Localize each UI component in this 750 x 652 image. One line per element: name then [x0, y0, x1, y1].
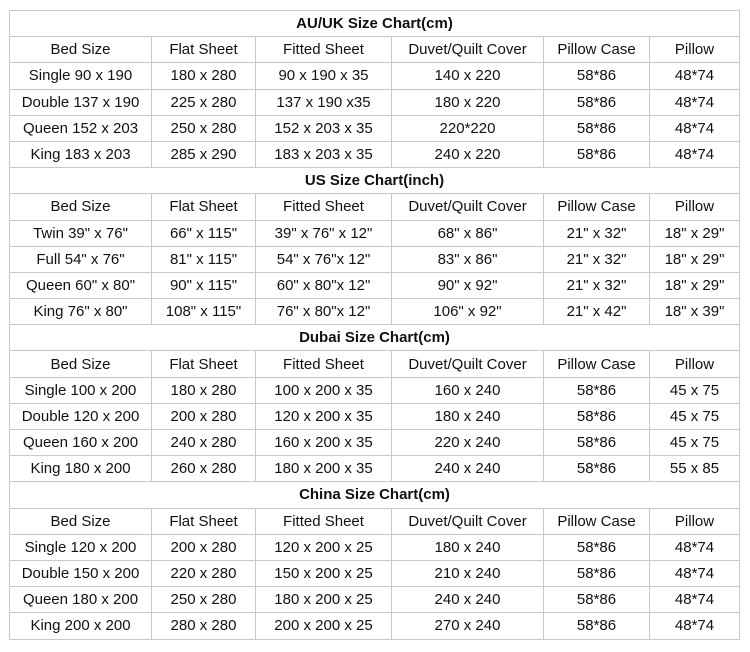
table-cell: 55 x 85	[650, 456, 740, 482]
header-row	[10, 37, 740, 63]
column-header: Bed Size	[10, 351, 152, 377]
table-cell: Single 120 x 200	[10, 534, 152, 560]
table-cell: 21" x 32"	[544, 272, 650, 298]
table-cell: 58*86	[544, 430, 650, 456]
table-cell: 58*86	[544, 587, 650, 613]
table-row	[10, 299, 740, 325]
table-cell: 21" x 42"	[544, 299, 650, 325]
table-cell: 108" x 115"	[152, 299, 256, 325]
table-cell: 48*74	[650, 89, 740, 115]
table-cell: 90" x 115"	[152, 272, 256, 298]
table-cell: 285 x 290	[152, 141, 256, 167]
section-title-row	[10, 168, 740, 194]
table-cell: 58*86	[544, 403, 650, 429]
table-cell: 81" x 115"	[152, 246, 256, 272]
table-row	[10, 63, 740, 89]
table-row	[10, 115, 740, 141]
table-cell: 240 x 240	[392, 456, 544, 482]
table-cell: 250 x 280	[152, 587, 256, 613]
table-cell: 68" x 86"	[392, 220, 544, 246]
table-cell: 90 x 190 x 35	[256, 63, 392, 89]
table-cell: 160 x 200 x 35	[256, 430, 392, 456]
table-cell: 180 x 280	[152, 377, 256, 403]
section-title: AU/UK Size Chart(cm)	[10, 11, 740, 37]
table-cell: 140 x 220	[392, 63, 544, 89]
table-cell: 83" x 86"	[392, 246, 544, 272]
table-cell: 183 x 203 x 35	[256, 141, 392, 167]
column-header: Flat Sheet	[152, 194, 256, 220]
section-title: US Size Chart(inch)	[10, 168, 740, 194]
size-chart-table	[9, 10, 740, 640]
table-cell: 58*86	[544, 456, 650, 482]
table-cell: Queen 180 x 200	[10, 587, 152, 613]
table-cell: 90" x 92"	[392, 272, 544, 298]
column-header: Flat Sheet	[152, 37, 256, 63]
column-header: Bed Size	[10, 37, 152, 63]
table-cell: 58*86	[544, 534, 650, 560]
table-cell: Queen 60" x 80"	[10, 272, 152, 298]
column-header: Fitted Sheet	[256, 37, 392, 63]
table-cell: 220 x 280	[152, 560, 256, 586]
column-header: Fitted Sheet	[256, 508, 392, 534]
table-row	[10, 430, 740, 456]
table-cell: 225 x 280	[152, 89, 256, 115]
table-cell: 100 x 200 x 35	[256, 377, 392, 403]
table-cell: Queen 160 x 200	[10, 430, 152, 456]
table-cell: 200 x 280	[152, 403, 256, 429]
table-cell: 210 x 240	[392, 560, 544, 586]
table-cell: 137 x 190 x35	[256, 89, 392, 115]
table-row	[10, 403, 740, 429]
header-row	[10, 351, 740, 377]
table-row	[10, 587, 740, 613]
table-cell: 76" x 80"x 12"	[256, 299, 392, 325]
table-cell: 48*74	[650, 560, 740, 586]
table-cell: King 76" x 80"	[10, 299, 152, 325]
table-cell: Single 90 x 190	[10, 63, 152, 89]
table-cell: King 180 x 200	[10, 456, 152, 482]
column-header: Bed Size	[10, 194, 152, 220]
header-row	[10, 194, 740, 220]
column-header: Duvet/Quilt Cover	[392, 37, 544, 63]
table-cell: Full 54" x 76"	[10, 246, 152, 272]
table-cell: 48*74	[650, 534, 740, 560]
table-cell: 240 x 220	[392, 141, 544, 167]
table-cell: 58*86	[544, 377, 650, 403]
table-cell: 260 x 280	[152, 456, 256, 482]
column-header: Pillow	[650, 37, 740, 63]
table-row	[10, 246, 740, 272]
table-cell: 180 x 200 x 35	[256, 456, 392, 482]
table-cell: Double 120 x 200	[10, 403, 152, 429]
table-row	[10, 534, 740, 560]
table-cell: 58*86	[544, 613, 650, 639]
table-cell: 54" x 76"x 12"	[256, 246, 392, 272]
table-cell: 280 x 280	[152, 613, 256, 639]
table-cell: 180 x 200 x 25	[256, 587, 392, 613]
column-header: Fitted Sheet	[256, 351, 392, 377]
table-cell: Double 137 x 190	[10, 89, 152, 115]
size-chart-body	[10, 11, 740, 640]
table-cell: 58*86	[544, 560, 650, 586]
table-cell: Queen 152 x 203	[10, 115, 152, 141]
column-header: Pillow	[650, 194, 740, 220]
table-cell: 180 x 280	[152, 63, 256, 89]
table-cell: 45 x 75	[650, 403, 740, 429]
column-header: Duvet/Quilt Cover	[392, 508, 544, 534]
table-cell: 45 x 75	[650, 377, 740, 403]
table-row	[10, 613, 740, 639]
column-header: Bed Size	[10, 508, 152, 534]
table-cell: 48*74	[650, 587, 740, 613]
section-title: Dubai Size Chart(cm)	[10, 325, 740, 351]
table-cell: 200 x 200 x 25	[256, 613, 392, 639]
table-cell: 45 x 75	[650, 430, 740, 456]
table-cell: 18" x 39"	[650, 299, 740, 325]
table-cell: 60" x 80"x 12"	[256, 272, 392, 298]
table-cell: 21" x 32"	[544, 220, 650, 246]
table-cell: 21" x 32"	[544, 246, 650, 272]
table-cell: 18" x 29"	[650, 272, 740, 298]
column-header: Pillow	[650, 351, 740, 377]
table-row	[10, 560, 740, 586]
column-header: Pillow	[650, 508, 740, 534]
table-cell: 39" x 76" x 12"	[256, 220, 392, 246]
table-cell: King 200 x 200	[10, 613, 152, 639]
table-row	[10, 377, 740, 403]
table-cell: 18" x 29"	[650, 246, 740, 272]
table-cell: 48*74	[650, 63, 740, 89]
section-title: China Size Chart(cm)	[10, 482, 740, 508]
table-cell: 250 x 280	[152, 115, 256, 141]
table-cell: Twin 39" x 76"	[10, 220, 152, 246]
table-cell: 58*86	[544, 115, 650, 141]
table-row	[10, 456, 740, 482]
section-title-row	[10, 482, 740, 508]
table-row	[10, 272, 740, 298]
table-row	[10, 141, 740, 167]
table-cell: 180 x 240	[392, 403, 544, 429]
table-cell: 240 x 280	[152, 430, 256, 456]
section-title-row	[10, 325, 740, 351]
table-cell: 150 x 200 x 25	[256, 560, 392, 586]
column-header: Pillow Case	[544, 37, 650, 63]
table-cell: 180 x 240	[392, 534, 544, 560]
table-cell: 120 x 200 x 25	[256, 534, 392, 560]
table-cell: 200 x 280	[152, 534, 256, 560]
section-title-row	[10, 11, 740, 37]
table-cell: 220*220	[392, 115, 544, 141]
table-cell: 220 x 240	[392, 430, 544, 456]
table-cell: 66" x 115"	[152, 220, 256, 246]
table-cell: 58*86	[544, 141, 650, 167]
column-header: Pillow Case	[544, 194, 650, 220]
table-cell: 48*74	[650, 141, 740, 167]
table-cell: 48*74	[650, 115, 740, 141]
header-row	[10, 508, 740, 534]
column-header: Fitted Sheet	[256, 194, 392, 220]
table-cell: 120 x 200 x 35	[256, 403, 392, 429]
table-cell: 58*86	[544, 63, 650, 89]
table-cell: 18" x 29"	[650, 220, 740, 246]
table-cell: Double 150 x 200	[10, 560, 152, 586]
table-cell: Single 100 x 200	[10, 377, 152, 403]
column-header: Pillow Case	[544, 508, 650, 534]
table-cell: 106" x 92"	[392, 299, 544, 325]
table-cell: 48*74	[650, 613, 740, 639]
table-cell: 270 x 240	[392, 613, 544, 639]
column-header: Flat Sheet	[152, 508, 256, 534]
table-cell: 152 x 203 x 35	[256, 115, 392, 141]
size-chart	[9, 10, 739, 640]
table-cell: 58*86	[544, 89, 650, 115]
table-cell: 180 x 220	[392, 89, 544, 115]
table-row	[10, 89, 740, 115]
table-cell: 160 x 240	[392, 377, 544, 403]
column-header: Duvet/Quilt Cover	[392, 351, 544, 377]
column-header: Flat Sheet	[152, 351, 256, 377]
table-cell: King 183 x 203	[10, 141, 152, 167]
column-header: Duvet/Quilt Cover	[392, 194, 544, 220]
table-cell: 240 x 240	[392, 587, 544, 613]
column-header: Pillow Case	[544, 351, 650, 377]
table-row	[10, 220, 740, 246]
